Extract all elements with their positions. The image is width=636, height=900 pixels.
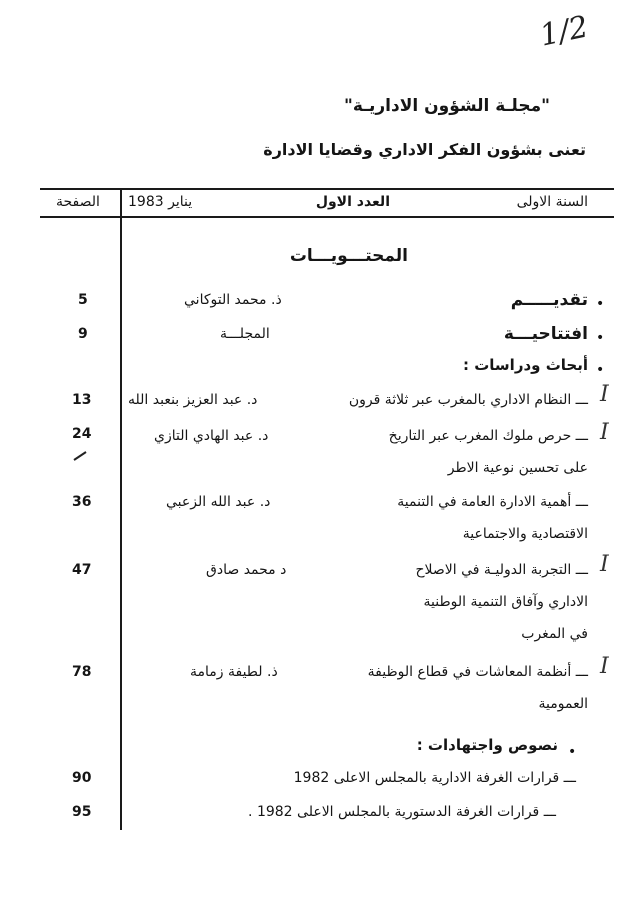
study-2-line-2: على تحسين نوعية الاطر	[447, 460, 588, 476]
header-bottom-rule	[40, 216, 614, 218]
header-top-rule	[40, 188, 614, 190]
entry-author-editorial: المجلـــة	[220, 326, 270, 342]
study-3-page: 36	[72, 494, 92, 510]
margin-mark-icon: I	[600, 654, 609, 679]
header-page-column: الصفحة	[56, 194, 100, 210]
study-3-line-1: ـــ أهمية الادارة العامة في التنمية	[397, 494, 588, 510]
toc-title: المحتـــويـــات	[289, 246, 408, 266]
study-1-line-1: ـــ النظام الاداري بالمغرب عبر ثلاثة قرون	[348, 392, 588, 408]
handwritten-page-ref: 1/2	[536, 9, 592, 54]
bullet-icon: •	[596, 362, 605, 378]
entry-page-editorial: 9	[78, 326, 88, 342]
header-year: السنة الاولى	[516, 194, 588, 210]
header-issue: العدد الاول	[315, 194, 390, 210]
text-1-page: 90	[72, 770, 92, 786]
bullet-icon: •	[596, 296, 605, 312]
study-1-author: د. عبد العزيز بنعبد الله	[128, 392, 258, 408]
study-2-page: 24	[72, 426, 92, 442]
header-date: يناير 1983	[128, 194, 193, 210]
study-4-line-3: في المغرب	[521, 626, 588, 642]
study-3-line-2: الاقتصادية والاجتماعية	[462, 526, 588, 542]
study-3-author: د. عبد الله الزعبي	[166, 494, 271, 510]
margin-mark-icon: I	[600, 420, 609, 445]
margin-mark-icon: I	[600, 552, 609, 577]
entry-title-intro: تقديـــــم	[510, 290, 588, 310]
bullet-icon: •	[596, 330, 605, 346]
margin-mark-icon: I	[600, 382, 609, 407]
study-5-line-2: العمومية	[538, 696, 588, 712]
studies-heading: أبحاث ودراسات :	[463, 356, 588, 374]
study-1-page: 13	[72, 392, 92, 408]
text-2-page: 95	[72, 804, 92, 820]
study-5-page: 78	[72, 664, 92, 680]
texts-heading: نصوص واجتهادات :	[416, 736, 558, 754]
page-column-divider	[120, 188, 122, 830]
study-4-line-2: الاداري وآفاق التنمية الوطنية	[423, 594, 588, 610]
journal-title: "مجلـة الشؤون الاداريـة"	[344, 96, 550, 116]
study-5-line-1: ـــ أنظمة المعاشات في قطاع الوظيفة	[367, 664, 588, 680]
study-2-line-1: ـــ حرص ملوك المغرب عبر التاريخ	[388, 428, 588, 444]
entry-page-intro: 5	[78, 292, 88, 308]
bullet-icon: •	[568, 744, 577, 760]
text-2-line: ـــ قرارات الغرفة الدستورية بالمجلس الاعلى 1982 .	[248, 804, 556, 820]
entry-title-editorial: افتتاحيـــة	[503, 324, 588, 344]
study-5-author: ذ. لطيفة زمامة	[190, 664, 278, 680]
journal-subtitle: تعنى بشؤون الفكر الاداري وقضايا الادارة	[263, 140, 586, 159]
study-4-line-1: ـــ التجربة الدوليـة في الاصلاح	[415, 562, 588, 578]
entry-author-intro: ذ. محمد التوكاني	[184, 292, 282, 308]
study-4-author: د محمد صادق	[206, 562, 287, 578]
study-4-page: 47	[72, 562, 92, 578]
text-1-line: ـــ قرارات الغرفة الادارية بالمجلس الاعلى 1982	[293, 770, 576, 786]
tick-mark-icon	[72, 450, 88, 462]
study-2-author: د. عبد الهادي التازي	[154, 428, 269, 444]
